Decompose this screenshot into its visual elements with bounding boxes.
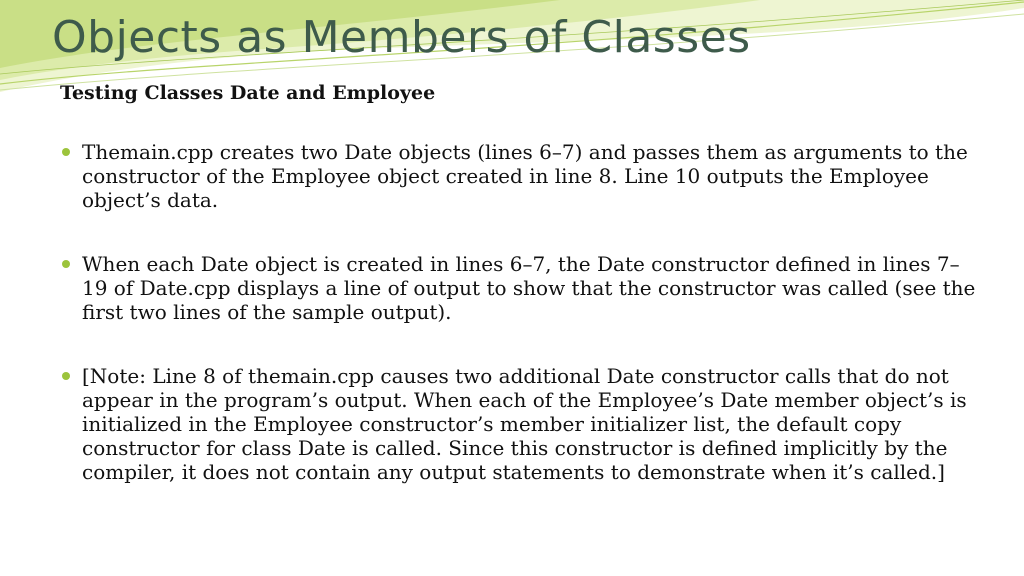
slide-title: Objects as Members of Classes xyxy=(52,12,751,63)
bullet-dot-icon xyxy=(62,372,70,380)
bullet-text: When each Date object is created in lines 6–7, the Date constructor defined in lines 7–19 of Date.cpp displays a line of output to show that the constructor was called (see the first two lines of the sample output). xyxy=(82,252,976,324)
bullet-dot-icon xyxy=(62,260,70,268)
slide-subtitle: Testing Classes Date and Employee xyxy=(60,82,436,104)
bullet-item xyxy=(60,364,980,484)
bullet-item xyxy=(60,140,980,212)
bullet-dot-icon xyxy=(62,148,70,156)
bullet-text: Themain.cpp creates two Date objects (lines 6–7) and passes them as arguments to the constructor of the Employee object created in line 8. Line 10 outputs the Employee object’s data. xyxy=(82,140,968,212)
bullet-item xyxy=(60,252,980,324)
bullet-text: [Note: Line 8 of themain.cpp causes two additional Date constructor calls that do not appear in the program’s output. When each of the Employee’s Date member object’s is initialized in the Employee constructor’s member initializer list, the default copy constructor for class Date is called. Since this constructor is defined implicitly by the compiler, it does not contain any output statements to demonstrate when it’s called.] xyxy=(82,364,967,484)
